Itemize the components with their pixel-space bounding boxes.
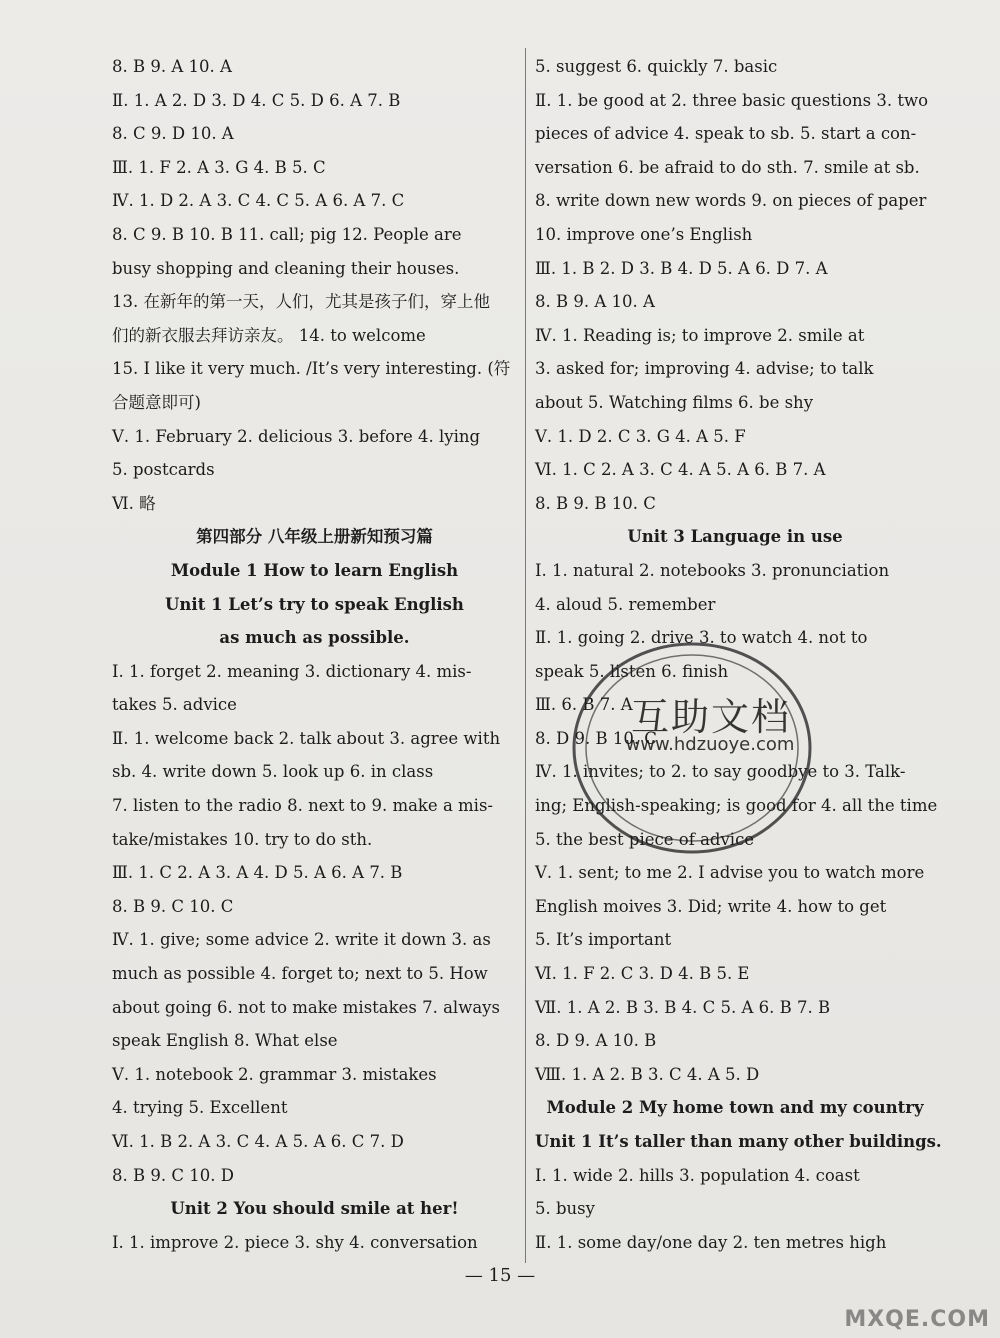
answer-line: 13. 在新年的第一天，人们，尤其是孩子们，穿上他 — [112, 292, 490, 312]
answer-line: 4. trying 5. Excellent — [112, 1098, 288, 1118]
section-heading: Unit 1 It’s taller than many other buildings. — [535, 1132, 942, 1151]
answer-line: ing; English-speaking; is good for 4. all the time — [535, 796, 938, 816]
answer-line: 3. asked for; improving 4. advise; to talk — [535, 359, 874, 379]
answer-line: Ⅰ. 1. forget 2. meaning 3. dictionary 4. mis- — [112, 661, 472, 681]
answer-line: busy shopping and cleaning their houses. — [112, 258, 460, 278]
column-divider — [525, 48, 526, 1263]
answer-line: much as possible 4. forget to; next to 5. How — [112, 964, 488, 984]
answer-line: Ⅱ. 1. be good at 2. three basic questions 3. two — [535, 90, 929, 110]
answer-line: Ⅰ. 1. wide 2. hills 3. population 4. coast — [535, 1165, 860, 1185]
answer-line: 7. listen to the radio 8. next to 9. make a mis- — [112, 796, 493, 816]
section-heading: Unit 3 Language in use — [627, 527, 843, 547]
section-heading: as much as possible. — [219, 628, 410, 648]
section-heading: Unit 2 You should smile at her! — [170, 1199, 459, 1219]
answer-line: Ⅷ. 1. A 2. B 3. C 4. A 5. D — [535, 1064, 760, 1084]
answer-line: Ⅵ. 1. B 2. A 3. C 4. A 5. A 6. C 7. D — [112, 1132, 404, 1151]
answer-line: English moives 3. Did; write 4. how to get — [535, 896, 887, 916]
page-number: — 15 — — [464, 1265, 536, 1286]
answer-line: speak English 8. What else — [112, 1031, 338, 1051]
answer-line: Ⅴ. 1. February 2. delicious 3. before 4. lying — [112, 426, 481, 446]
answer-line: Ⅱ. 1. welcome back 2. talk about 3. agree with — [112, 728, 501, 748]
answer-line: takes 5. advice — [112, 695, 237, 715]
answer-line: 8. B 9. A 10. A — [112, 57, 232, 76]
answer-line: Ⅴ. 1. sent; to me 2. I advise you to watch more — [535, 863, 925, 883]
answer-line: Ⅲ. 1. B 2. D 3. B 4. D 5. A 6. D 7. A — [535, 258, 828, 278]
answer-line: 8. B 9. C 10. C — [112, 896, 234, 916]
answer-line: 们的新衣服去拜访亲友。 14. to welcome — [112, 325, 426, 345]
answer-line: 8. C 9. D 10. A — [112, 124, 234, 144]
answer-line: 8. C 9. B 10. B 11. call; pig 12. People are — [112, 224, 462, 244]
left-column — [112, 50, 517, 1259]
section-heading: Unit 1 Let’s try to speak English — [165, 594, 464, 614]
answer-line: Ⅳ. 1. invites; to 2. to say goodbye to 3. Talk- — [535, 762, 906, 782]
answer-line: Ⅶ. 1. A 2. B 3. B 4. C 5. A 6. B 7. B — [535, 997, 831, 1017]
answer-line: Ⅵ. 略 — [112, 493, 156, 513]
answer-line: Ⅰ. 1. improve 2. piece 3. shy 4. conversation — [112, 1232, 478, 1252]
section-heading: 第四部分 八年级上册新知预习篇 — [196, 527, 433, 547]
answer-line: Ⅳ. 1. D 2. A 3. C 4. C 5. A 6. A 7. C — [112, 191, 405, 211]
answer-line: Ⅱ. 1. A 2. D 3. D 4. C 5. D 6. A 7. B — [112, 90, 401, 110]
answer-line: 5. busy — [535, 1199, 595, 1219]
answer-line: versation 6. be afraid to do sth. 7. smile at sb. — [535, 157, 920, 177]
answer-line: speak 5. listen 6. finish — [535, 661, 729, 681]
answer-line: sb. 4. write down 5. look up 6. in class — [112, 762, 434, 782]
answer-line: 8. B 9. A 10. A — [535, 292, 655, 312]
answer-line: Ⅲ. 1. F 2. A 3. G 4. B 5. C — [112, 157, 326, 177]
answer-line: Ⅴ. 1. D 2. C 3. G 4. A 5. F — [535, 426, 746, 446]
section-heading: Module 2 My home town and my country — [546, 1098, 924, 1118]
watermark-url: www.hdzuoye.com — [625, 734, 795, 755]
answer-line: Ⅵ. 1. C 2. A 3. C 4. A 5. A 6. B 7. A — [535, 460, 826, 480]
answer-line: 15. I like it very much. /It’s very interesting. (符 — [112, 359, 511, 379]
answer-line: take/mistakes 10. try to do sth. — [112, 829, 373, 849]
answer-line: 10. improve one’s English — [535, 224, 753, 244]
answer-line: 8. B 9. B 10. C — [535, 493, 656, 513]
section-heading: Module 1 How to learn English — [170, 560, 459, 580]
answer-line: 8. B 9. C 10. D — [112, 1165, 234, 1185]
answer-line: 5. the best piece of advice — [535, 829, 755, 849]
answer-line: 8. D 9. B 10. C — [535, 728, 657, 748]
answer-line: Ⅵ. 1. F 2. C 3. D 4. B 5. E — [535, 964, 750, 984]
answer-line: 4. aloud 5. remember — [535, 594, 716, 614]
answer-line: 8. write down new words 9. on pieces of paper — [535, 191, 927, 211]
corner-watermark: MXQE.COM — [844, 1307, 990, 1332]
answer-line: Ⅱ. 1. some day/one day 2. ten metres high — [535, 1232, 887, 1252]
answer-line: Ⅱ. 1. going 2. drive 3. to watch 4. not to — [535, 628, 868, 648]
answer-line: Ⅲ. 6. B 7. A — [535, 695, 633, 715]
answer-line: about 5. Watching films 6. be shy — [535, 392, 814, 412]
answer-line: 合题意即可) — [112, 392, 201, 412]
answer-line: pieces of advice 4. speak to sb. 5. start a con- — [535, 124, 917, 144]
answer-line: Ⅳ. 1. give; some advice 2. write it down 3. as — [112, 930, 491, 950]
answer-line: 8. D 9. A 10. B — [535, 1031, 657, 1051]
answer-line: about going 6. not to make mistakes 7. always — [112, 997, 500, 1017]
answer-line: 5. postcards — [112, 460, 215, 480]
answer-line: 5. suggest 6. quickly 7. basic — [535, 57, 778, 76]
answer-line: 5. It’s important — [535, 930, 672, 950]
answer-line: Ⅳ. 1. Reading is; to improve 2. smile at — [535, 325, 865, 345]
answer-line: Ⅰ. 1. natural 2. notebooks 3. pronunciation — [535, 560, 890, 580]
answer-line: Ⅲ. 1. C 2. A 3. A 4. D 5. A 6. A 7. B — [112, 863, 403, 883]
watermark-title: 互助文档 — [630, 695, 791, 739]
answer-line: Ⅴ. 1. notebook 2. grammar 3. mistakes — [112, 1064, 437, 1084]
